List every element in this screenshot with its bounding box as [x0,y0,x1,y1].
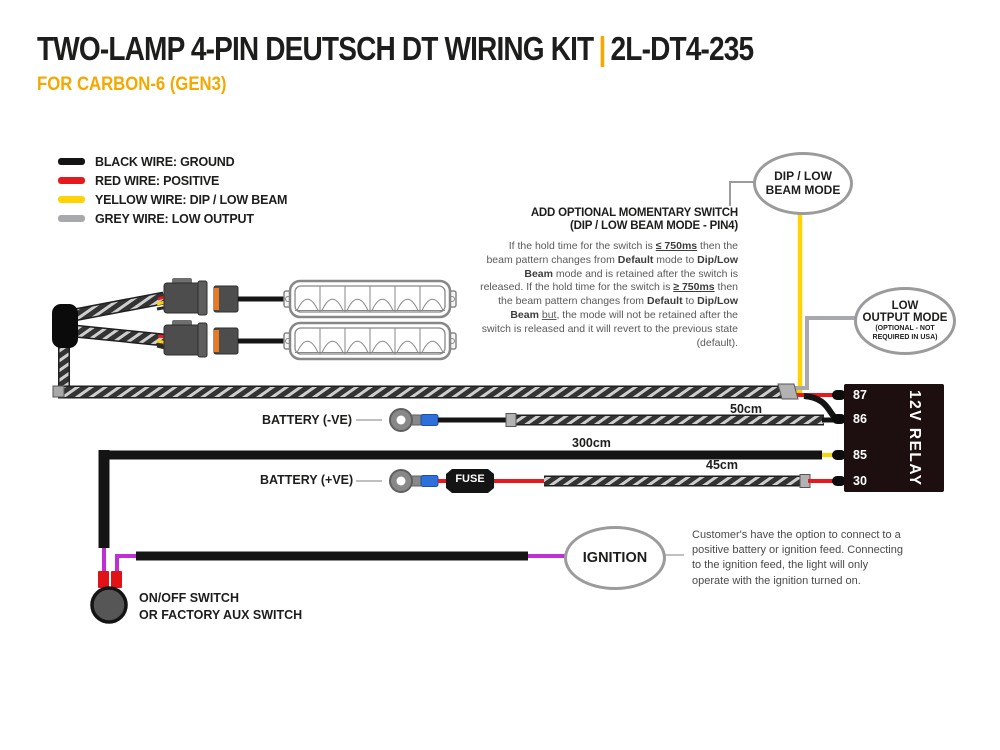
note-segment: Default [617,253,654,266]
dip-callout-line2: BEAM MODE [765,182,841,197]
note-segment: mode and is retained after the switch is released. If the hold time for the switch is [480,267,738,294]
fuse-label: FUSE [455,473,485,485]
relay-pin-30: 30 [853,474,867,488]
switch-label-line2: OR FACTORY AUX SWITCH [139,607,303,622]
ignition-callout-label: IGNITION [582,550,648,566]
spade-terminal-2 [111,571,122,588]
low-callout-line2: OUTPUT MODE [862,312,948,324]
ignition-callout [564,526,666,590]
wire-length-50cm: 50cm [730,402,762,416]
note-segment: , the mode will not be retained after the switch is released and it will revert to the previous state (default). [481,308,738,349]
note-segment: then the beam pattern changes from [486,240,738,266]
momentary-note-title-1: ADD OPTIONAL MOMENTARY SWITCH [530,207,738,219]
momentary-note-title-2: (DIP / LOW BEAM MODE - PIN4) [570,220,738,232]
switch-label [139,590,302,623]
legend-label-yellow: YELLOW WIRE: DIP / LOW BEAM [95,192,288,207]
low-callout-line3: (OPTIONAL - NOT [875,325,935,332]
light-bar-2 [284,323,456,359]
legend-label-grey: GREY WIRE: LOW OUTPUT [95,211,254,226]
page-subtitle: FOR CARBON-6 (GEN3) [37,74,227,95]
relay-pin-86: 86 [853,412,867,426]
battery-negative-label: BATTERY (-VE) [261,413,352,427]
dip-callout-line1: DIP / LOW [774,169,832,183]
note-segment: Dip/Low Beam [524,253,738,280]
title-separator: | [598,30,606,67]
low-callout-line4: REQUIRED IN USA) [872,334,938,341]
switch-label-line1: ON/OFF SWITCH [139,591,239,605]
note-segment: but [541,308,557,321]
title-text: TWO-LAMP 4-PIN DEUTSCH DT WIRING KIT [37,30,594,67]
on-off-switch-button [92,588,126,622]
note-segment: Dip/Low Beam [510,295,738,321]
harness-junction-box [52,304,78,348]
deutsch-connector-pair-1 [157,278,292,315]
ignition-note: Customer's have the option to connect to a positive battery or ignition feed. Connecting to the ignition feed, the light will only operate with the ignition turned on. [692,529,903,587]
momentary-switch-note [480,207,738,350]
legend-label-red: RED WIRE: POSITIVE [95,173,220,188]
note-segment: to [682,295,698,308]
battery-negative-lead [356,409,838,431]
part-number: 2L-DT4-235 [610,30,754,67]
momentary-note-body [480,240,738,350]
legend-label-black: BLACK WIRE: GROUND [95,154,235,169]
relay-pin-85: 85 [853,448,867,462]
note-segment: then the beam pattern changes from [498,281,738,308]
note-segment: mode to [653,253,698,266]
relay-pin-87: 87 [853,388,867,402]
wire-length-300cm: 300cm [572,436,611,450]
note-segment: ≥ 750ms [673,281,715,294]
dip-low-beam-mode-callout [753,152,853,215]
low-output-mode-callout [854,287,956,355]
spade-terminal-1 [98,571,109,588]
note-segment: If the hold time for the switch is [508,240,656,252]
battery-positive-label: BATTERY (+VE) [260,473,354,487]
deutsch-connector-pair-2 [157,320,292,357]
light-bar-1 [284,281,456,317]
relay-name-label: 12V RELAY [906,389,923,487]
wire-length-45cm: 45cm [706,458,738,472]
note-segment: Default [646,295,683,308]
low-callout-line1: LOW [891,300,919,312]
battery-positive-lead [356,469,838,493]
note-segment: ≤ 750ms [655,240,698,252]
